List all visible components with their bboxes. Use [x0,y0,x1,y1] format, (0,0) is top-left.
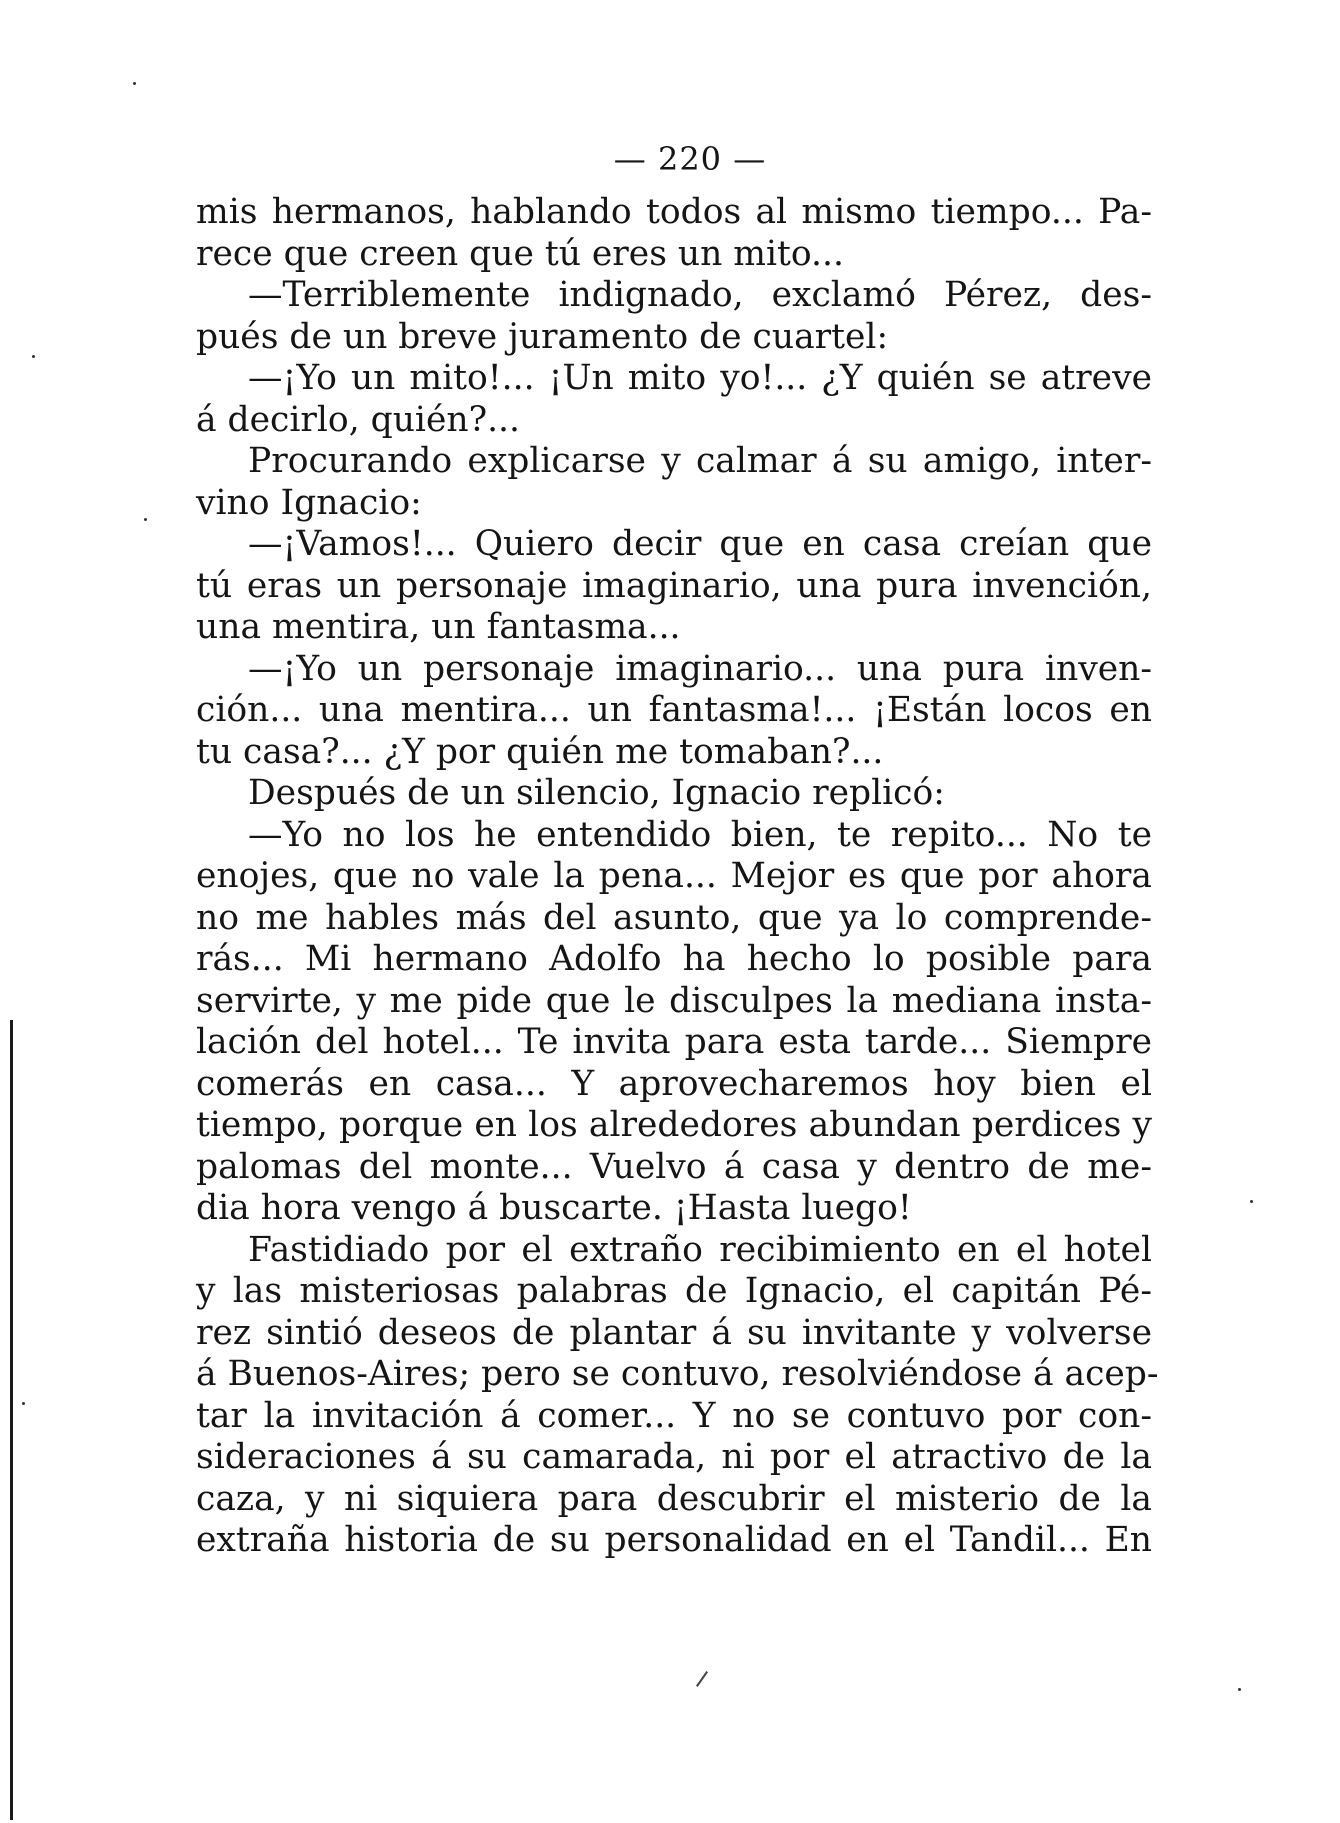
speck [1250,1200,1253,1203]
page-edge-shadow [10,1020,13,1820]
text-line: —¡Yo un mito!... ¡Un mito yo!... ¿Y quién se atreve [248,358,1152,398]
text-line: rece que creen que tú eres un mito... [196,233,844,274]
text-line: una mentira, un fantasma... [196,607,681,647]
text-line: Después de un silencio, Ignacio replicó: [248,773,945,813]
speck [32,355,35,358]
page-number: — 220 — [613,140,767,178]
text-line: pués de un breve juramento de cuartel: [196,316,889,357]
text-line: —¡Yo un personaje imaginario... una pura inven- [248,648,1152,689]
text-line: vino Ignacio: [196,482,422,523]
text-line: mis hermanos, hablando todos al mismo tiempo... Pa- [196,192,1152,232]
text-line: —Yo no los he entendido bien, te repito... No te [248,814,1152,855]
text-line: y las misteriosas palabras de Ignacio, el capitán Pé- [196,1271,1152,1311]
text-line: tiempo, porque en los alrededores abundan perdices y [196,1105,1152,1145]
text-line: tú eras un personaje imaginario, una pura invención, [196,565,1152,606]
text-line: rás... Mi hermano Adolfo ha hecho lo posible para [196,939,1152,979]
text-line: tar la invitación á comer... Y no se contuvo por con- [196,1395,1152,1436]
text-line: comerás en casa... Y aprovecharemos hoy bien el [196,1063,1152,1104]
speck [22,1402,25,1405]
text-line: rez sintió deseos de plantar á su invitante y volverse [196,1312,1152,1353]
text-line: á decirlo, quién?... [196,399,520,440]
text-line: caza, y ni siquiera para descubrir el misterio de la [196,1478,1152,1519]
text-line: —Terriblemente indignado, exclamó Pérez, des- [248,275,1152,315]
text-line: —¡Vamos!... Quiero decir que en casa creían que [248,524,1152,564]
ink-mark [696,1671,708,1687]
text-line: extraña historia de su personalidad en el Tandil... En [196,1520,1152,1560]
speck [1238,1688,1241,1691]
text-line: tu casa?... ¿Y por quién me tomaban?... [196,731,884,772]
text-line: sideraciones á su camarada, ni por el atractivo de la [196,1437,1152,1477]
speck [144,518,147,521]
text-line: dia hora vengo á buscarte. ¡Hasta luego! [196,1188,912,1228]
text-line: enojes, que no vale la pena... Mejor es que por ahora [196,856,1152,896]
text-line: palomas del monte... Vuelvo á casa y dentro de me- [196,1146,1152,1187]
text-line: Procurando explicarse y calmar á su amigo, inter- [248,441,1152,481]
text-line: lación del hotel... Te invita para esta tarde... Siempre [196,1022,1152,1062]
text-line: servirte, y me pide que le disculpes la mediana insta- [196,980,1152,1021]
speck [133,82,136,85]
text-line: á Buenos-Aires; pero se contuvo, resolviéndose á acep- [196,1354,1159,1394]
text-line: ción... una mentira... un fantasma!... ¡Están locos en [196,690,1152,730]
text-line: no me hables más del asunto, que ya lo comprende- [196,897,1152,938]
body-text [196,192,1159,1562]
text-line: Fastidiado por el extraño recibimiento en el hotel [248,1229,1152,1270]
